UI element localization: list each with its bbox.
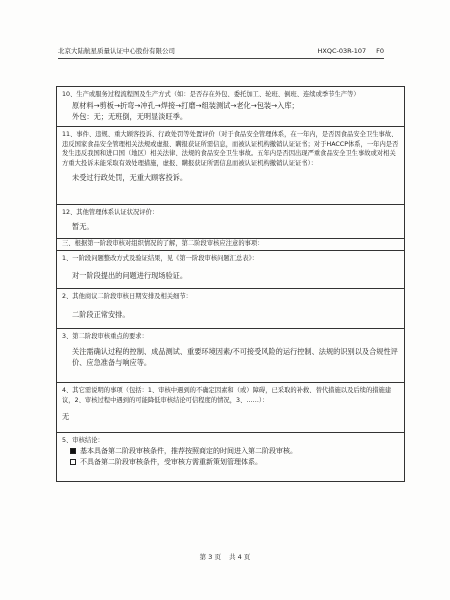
section-12-answer: 暂无。 — [72, 221, 94, 231]
section-2-answer: 二阶段正常安排。 — [72, 309, 130, 319]
checked-box-icon[interactable] — [70, 448, 76, 454]
section-1-answer: 对一阶段提出的问题进行现场验证。 — [72, 270, 188, 280]
conclusion-option-pass[interactable] — [62, 446, 399, 457]
part-3-title: 三、根据第一阶段审核对组织情况的了解，第二阶段审核应注意的事项： — [62, 240, 264, 247]
section-4-title: 4、其它需说明的事项（包括：1、审核中遇到的不确定因素和（或）障碍，已采取的补救、替代措施以及后续的措施建议，2、审核过程中遇到的可能降低审核结论可信程度的情况，3、……）： — [62, 387, 392, 404]
doc-version: F0 — [376, 47, 384, 55]
section-12-title: 12、其他管理体系认证状况评价： — [62, 209, 159, 216]
section-10-title: 10、生产或服务过程流程图及生产方式（如：是否存在外包、委托加工、轮班、倒班、连续或季节生产等） — [62, 91, 360, 98]
part-3-heading — [57, 239, 404, 251]
section-3-answer: 关注需确认过程的控制、成品测试、重要环境因素/不可接受风险的运行控制、法规的识别以及合规性评价、应急准备与响应等。 — [72, 346, 398, 367]
section-1-title: 1、一阶段问题整改方式及验证结果，见《第一阶段审核问题汇总表》： — [62, 255, 259, 262]
section-4 — [57, 383, 404, 433]
company-name: 北京大陆航星质量认证中心股份有限公司 — [58, 47, 175, 55]
section-5-title: 5、审核结论： — [62, 437, 104, 444]
conclusion-option-fail[interactable] — [62, 457, 399, 468]
section-11 — [57, 127, 404, 205]
doc-code-group — [318, 44, 385, 58]
page-footer — [0, 552, 450, 561]
section-5 — [57, 433, 404, 483]
unchecked-box-icon[interactable] — [70, 459, 76, 465]
section-11-title: 11、事件、违规、重大顾客投诉、行政处罚等处置评价（对于食品安全管理体系，在一年内，是否因食品安全卫生事故、违反国家食品安全管理相关法规或虚报、瞒报获证所需信息，而被认证机构撤销认证证书；对于HACCP体系，一年内是否发生违反我国和进口国（地区）相关法律、法规的食品安全卫生事故。五年内是否因出现严重食品安全卫生事故或对相关方重大投诉未能采取有效处理措施，虚报、瞒报获证所需信息而被认证机构撤销认证证书）： — [62, 131, 399, 167]
process-flow: 原材料→剪板→折弯→冲孔→焊接→打磨→组装测试→老化→包装→入库； — [72, 100, 299, 110]
section-11-answer: 未受过行政处罚，无重大顾客投诉。 — [72, 173, 188, 182]
section-2-title: 2、其他商议二阶段审核日期安排及相关细节： — [62, 293, 192, 300]
doc-code: HXQC-03R-107 — [317, 47, 367, 55]
conclusion-option-fail-label: 不具备第二阶段审核条件，受审核方需重新策划管理体系。 — [80, 457, 262, 466]
page-total: 共 4 页 — [229, 553, 251, 561]
page-header — [58, 44, 384, 59]
outsourcing-note: 外包：无；无班倒，无明显淡旺季。 — [72, 111, 188, 121]
section-10 — [57, 87, 404, 127]
page-number: 第 3 页 — [199, 553, 221, 561]
section-3-title: 3、第二阶段审核重点的要求： — [62, 333, 148, 340]
section-2 — [57, 289, 404, 329]
section-4-answer: 无 — [62, 412, 70, 421]
section-3 — [57, 329, 404, 383]
section-1 — [57, 251, 404, 289]
audit-form-table — [56, 86, 405, 482]
section-12 — [57, 205, 404, 239]
conclusion-option-pass-label: 基本具备第二阶段审核条件，推荐按照商定的时间进入第二阶段审核。 — [80, 446, 297, 455]
